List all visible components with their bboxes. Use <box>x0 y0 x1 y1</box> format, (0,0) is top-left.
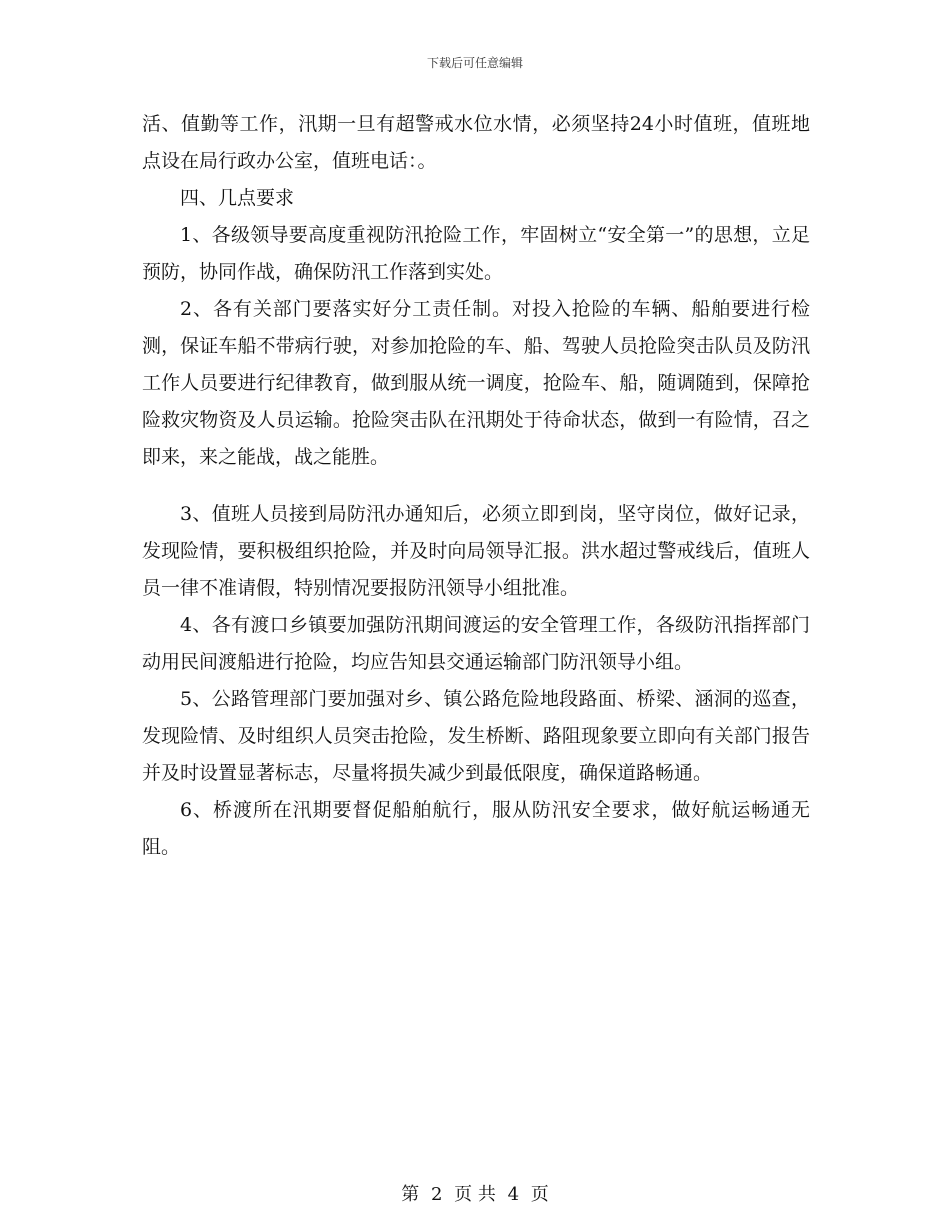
paragraph-requirement-2: 2、各有关部门要落实好分工责任制。对投入抢险的车辆、船舶要进行检测，保证车船不带病行驶，对参加抢险的车、船、驾驶人员抢险突击队员及防汛工作人员要进行纪律教育，做到服从统一调度，抢险车、船，随调随到，保障抢险救灾物资及人员运输。抢险突击队在汛期处于待命状态，做到一有险情，召之即来，来之能战，战之能胜。 <box>142 298 810 468</box>
paragraph-requirement-1: 1、各级领导要高度重视防汛抢险工作，牢固树立“安全第一”的思想，立足预防，协同作战，确保防汛工作落到实处。 <box>142 224 810 283</box>
page-number <box>0 1180 950 1206</box>
header-note: 下载后可任意编辑 <box>426 56 523 70</box>
paragraph-requirement-3: 3、值班人员接到局防汛办通知后，必须立即到岗，坚守岗位，做好记录，发现险情，要积极组织抢险，并及时向局领导汇报。洪水超过警戒线后，值班人员一律不准请假，特别情况要报防汛领导小组批准。 <box>142 503 810 599</box>
page-total: 4 <box>507 1184 520 1205</box>
paragraph-requirement-5: 5、公路管理部门要加强对乡、镇公路危险地段路面、桥梁、涵洞的巡查，发现险情、及时组织人员突击抢险，发生桥断、路阻现象要立即向有关部门报告并及时设置显著标志，尽量将损失减少到最低限度，确保道路畅通。 <box>142 688 810 784</box>
paragraph-duty-continuation: 活、值勤等工作，汛期一旦有超警戒水位水情，必须坚持24小时值班，值班地点设在局行政办公室，值班电话：。 <box>142 113 810 172</box>
paragraph-gap <box>142 476 810 496</box>
paragraph-requirement-4: 4、各有渡口乡镇要加强防汛期间渡运的安全管理工作，各级防汛指挥部门动用民间渡船进行抢险，均应告知县交通运输部门防汛领导小组。 <box>142 614 810 673</box>
section-heading-requirements: 四、几点要求 <box>180 187 295 209</box>
page-current: 2 <box>430 1184 443 1205</box>
page-middle: 页 共 <box>454 1184 496 1205</box>
document-body <box>142 106 810 866</box>
page-prefix: 第 <box>401 1184 420 1205</box>
paragraph-requirement-6: 6、桥渡所在汛期要督促船舶航行，服从防汛安全要求，做好航运畅通无阻。 <box>142 799 810 858</box>
page-suffix: 页 <box>530 1184 549 1205</box>
